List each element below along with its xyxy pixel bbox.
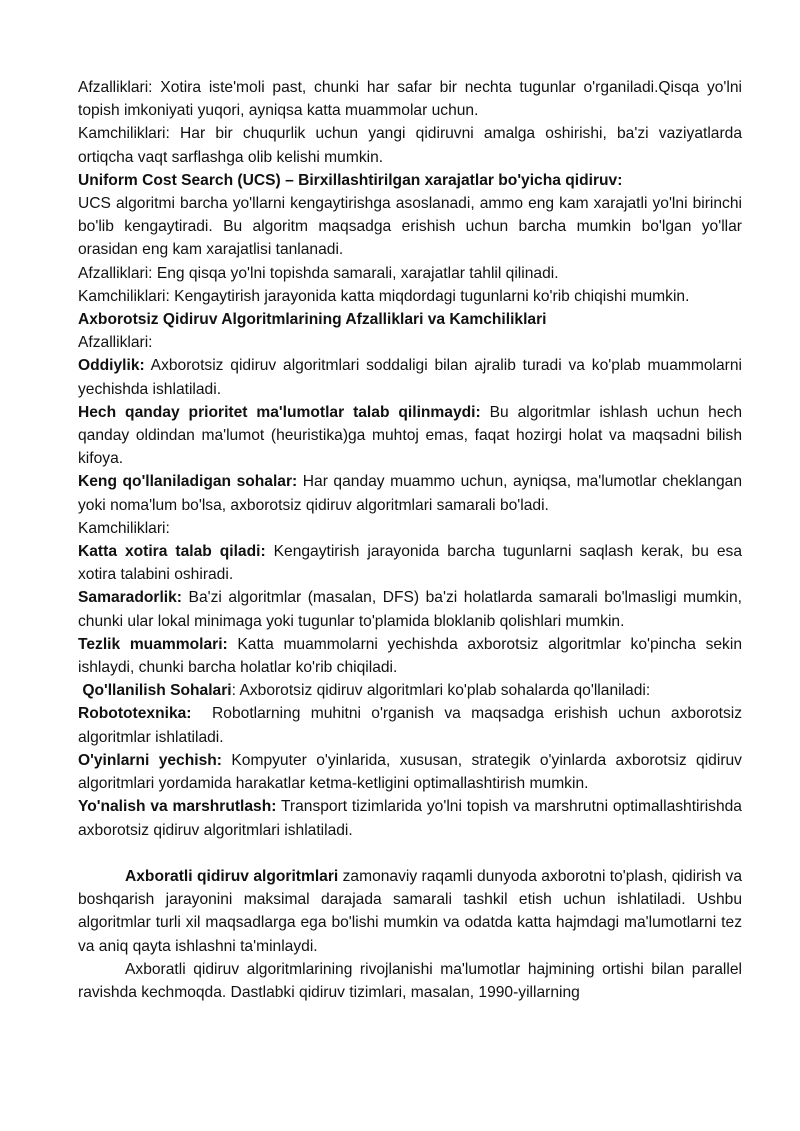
item-no-priority-data: Hech qanday prioritet ma'lumotlar talab qilinmaydi: Bu algoritmlar ishlash uchun hech qanday oldindan ma'lumot (heuristika)ga muhtoj emas, faqat hozirgi holat va maqsadni bilish kifoya. bbox=[78, 403, 743, 468]
label-disadvantages: Kamchiliklari: bbox=[78, 519, 170, 537]
paragraph-iddfs-advantages: Afzalliklari: Xotira iste'moli past, chunki har safar bir nechta tugunlar o'rganiladi.Qisqa yo'lni topish imkoniyati yuqori, ayniqsa katta muammolar uchun. bbox=[78, 79, 742, 120]
item-robotics: Robototexnika: Robotlarning muhitni o'rganish va maqsadga erishish uchun axborotsiz algoritmlar ishlatiladi. bbox=[78, 705, 747, 746]
item-game-solving: O'yinlarni yechish: Kompyuter o'yinlarida, xususan, strategik o'yinlarda axborotsiz qidiruv algoritmlari yordamida harakatlar ketma-ketligini optimallashtirish mumkin. bbox=[78, 751, 742, 793]
item-speed: Tezlik muammolari: Katta muammolarni yechishda axborotsiz algoritmlar ko'pincha sekin ishlaydi, chunki barcha holatlar ko'rib chiqiladi. bbox=[78, 635, 742, 677]
paragraph-iddfs-disadvantages: Kamchiliklari: Har bir chuqurlik uchun yangi qidiruvni amalga oshirishi, ba'zi vaziyatlarda ortiqcha vaqt sarflashga olib kelishi mumkin. bbox=[78, 125, 742, 166]
document-page bbox=[78, 76, 747, 1004]
item-efficiency: Samaradorlik: Ba'zi algoritmlar (masalan, DFS) ba'zi holatlarda samarali bo'lmasligi mumkin, chunki ular lokal minimaga yoki tugunlar to'plamida bloklanib qolishlari mumkin. bbox=[78, 589, 742, 630]
heading-application-areas: Qo'llanilish Sohalari: Axborotsiz qidiruv algoritmlari ko'plab sohalarda qo'llaniladi: bbox=[78, 682, 651, 700]
paragraph-ucs-advantages: Afzalliklari: Eng qisqa yo'lni topishda samarali, xarajatlar tahlil qilinadi. bbox=[78, 264, 559, 282]
label-advantages: Afzalliklari: bbox=[78, 334, 153, 352]
item-simplicity: Oddiylik: Axborotsiz qidiruv algoritmlari soddaligi bilan ajralib turadi va ko'plab muammolarni yechishda ishlatiladi. bbox=[78, 357, 742, 398]
heading-ucs: Uniform Cost Search (UCS) – Birxillashtirilgan xarajatlar bo'yicha qidiruv: bbox=[78, 171, 623, 189]
item-wide-application: Keng qo'llaniladigan sohalar: Har qanday muammo uchun, ayniqsa, ma'lumotlar cheklangan yoki noma'lum bo'lsa, axborotsiz qidiruv algoritmlari samarali bo'ladi. bbox=[78, 473, 742, 514]
paragraph-ucs-disadvantages: Kamchiliklari: Kengaytirish jarayonida katta miqdordagi tugunlarni ko'rib chiqishi mumkin. bbox=[78, 287, 690, 305]
item-memory: Katta xotira talab qiladi: Kengaytirish jarayonida barcha tugunlarni saqlash kerak, bu esa xotira talabini oshiradi. bbox=[78, 543, 742, 584]
paragraph-informed-development: Axboratli qidiruv algoritmlarining rivojlanishi ma'lumotlar hajmining ortishi bilan parallel ravishda kechmoqda. Dastlabki qidiruv tizimlari, masalan, 1990-yillarning bbox=[78, 960, 742, 1001]
paragraph-spacer bbox=[78, 842, 742, 865]
paragraph-informed-intro: Axboratli qidiruv algoritmlari zamonaviy raqamli dunyoda axborotni to'plash, qidirish va boshqarish jarayonini maksimal darajada samarali tashkil etish uchun ishlatiladi. Ushbu algoritmlar turli xil maqsadlarga ega bo'lishi mumkin va odatda katta hajmdagi ma'lumotlarni tez va aniq qayta ishlashni ta'minlaydi. bbox=[78, 867, 743, 955]
heading-uninformed-pros-cons: Axborotsiz Qidiruv Algoritmlarining Afzalliklari va Kamchiliklari bbox=[78, 311, 547, 329]
paragraph-ucs-description: UCS algoritmi barcha yo'llarni kengaytirishga asoslanadi, ammo eng kam xarajatli yo'lni birinchi bo'lib kengaytiradi. Bu algoritm maqsadga erishish uchun barcha mumkin bo'lgan yo'llar orasidan eng kam xarajatlisi tanlanadi. bbox=[78, 195, 742, 259]
item-routing: Yo'nalish va marshrutlash: Transport tizimlarida yo'lni topish va marshrutni optimallashtirishda axborotsiz qidiruv algoritmlari ishlatiladi. bbox=[78, 798, 742, 839]
